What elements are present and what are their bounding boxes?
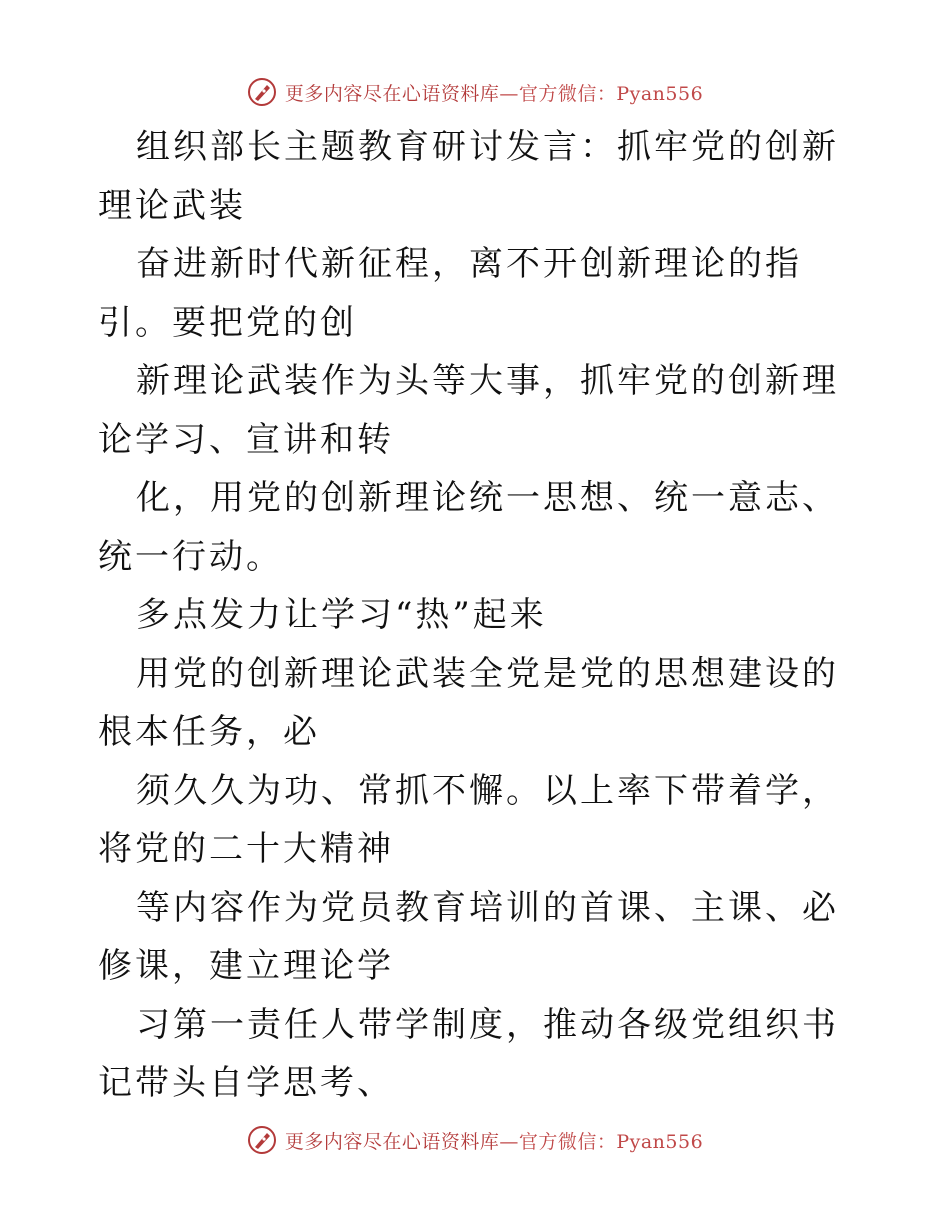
paragraph: 习第一责任人带学制度，推动各级党组织书记带头自学思考、 xyxy=(98,1004,839,1103)
banner-text xyxy=(285,79,703,106)
banner-wechat-text: —官方微信：Pyan556 xyxy=(499,82,704,105)
banner-main-text: 更多内容尽在心语资料库 xyxy=(284,1130,500,1153)
paragraph: 奋进新时代新征程，离不开创新理论的指引。要把党的创 xyxy=(98,244,802,343)
paragraph: 等内容作为党员教育培训的首课、主课、必修课，建立理论学 xyxy=(98,887,839,986)
document-title: 组织部长主题教育研讨发言：抓牢党的创新理论武装 xyxy=(98,127,839,226)
banner-text xyxy=(285,1127,703,1154)
paragraph: 化，用党的创新理论统一思想、统一意志、统一行动。 xyxy=(98,478,839,577)
pen-nib-logo-icon xyxy=(247,1125,277,1155)
pen-nib-logo-icon xyxy=(247,77,277,107)
paragraph: 新理论武装作为头等大事，抓牢党的创新理论学习、宣讲和转 xyxy=(98,361,839,460)
document-body xyxy=(98,118,858,1113)
footer-banner xyxy=(0,1120,950,1160)
section-heading: 多点发力让学习“热”起来 xyxy=(136,595,547,635)
paragraph: 须久久为功、常抓不懈。以上率下带着学，将党的二十大精神 xyxy=(98,770,839,869)
banner-main-text: 更多内容尽在心语资料库 xyxy=(284,82,500,105)
paragraph: 用党的创新理论武装全党是党的思想建设的根本任务，必 xyxy=(98,653,839,752)
header-banner xyxy=(0,72,950,112)
banner-wechat-text: —官方微信：Pyan556 xyxy=(499,1130,704,1153)
